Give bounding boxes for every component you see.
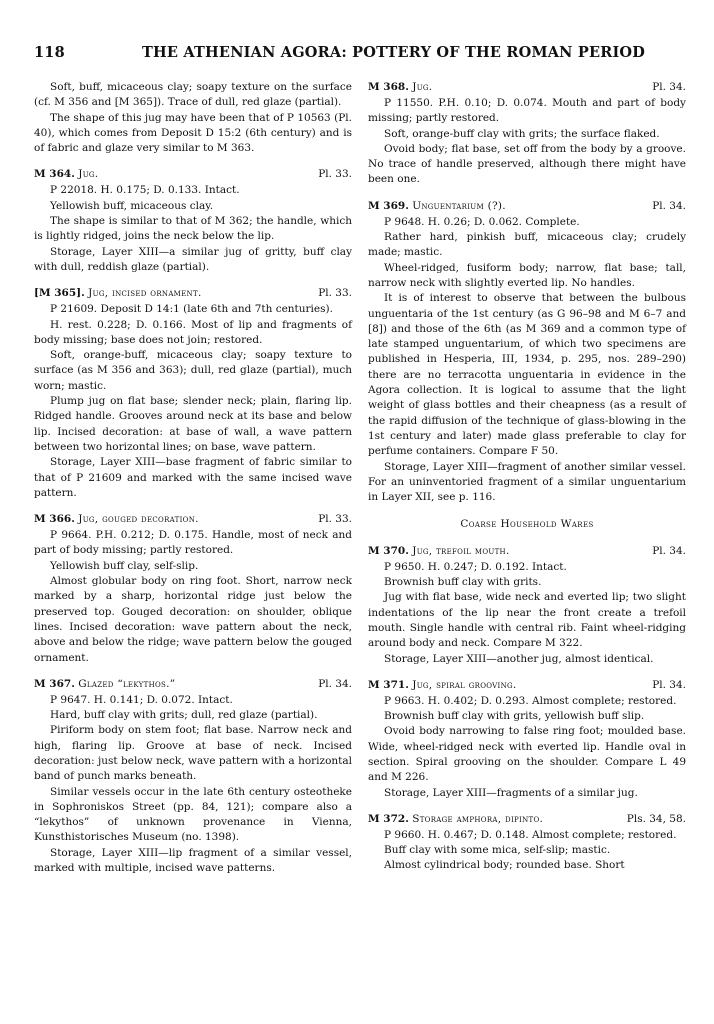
entry-type: Jug, gouged decoration. bbox=[78, 513, 199, 526]
entry-heading bbox=[368, 544, 686, 560]
entry-id: M 370. bbox=[368, 544, 409, 557]
paragraph: Jug with flat base, wide neck and everted lip; two slight indentations of the lip near the front create a trefoil mouth. Single handle with central rib. Faint wheel-ridging around body and neck. Compare M 322. bbox=[368, 591, 686, 650]
paragraph: Ovoid body narrowing to false ring foot; moulded base. Wide, wheel-ridged neck with everted lip. Handle oval in section. Spiral grooving on the shoulder. Compare L 49 and M 226. bbox=[368, 725, 686, 784]
catalogue-entry bbox=[34, 286, 352, 501]
paragraph: P 9664. P.H. 0.212; D. 0.175. Handle, most of neck and part of body missing; partly restored. bbox=[34, 529, 352, 557]
left-column bbox=[34, 80, 352, 876]
paragraph: Rather hard, pinkish buff, micaceous clay; crudely made; mastic. bbox=[368, 231, 686, 259]
entry-type: Storage amphora, dipinto. bbox=[412, 812, 544, 825]
entry-heading bbox=[368, 678, 686, 694]
paragraph: Ovoid body; flat base, set off from the body by a groove. No trace of handle preserved, although there might have been one. bbox=[368, 142, 686, 186]
paragraph: Storage, Layer XIII—a similar jug of gritty, buff clay with dull, reddish glaze (partial). bbox=[34, 245, 352, 273]
plate-reference: Pl. 33. bbox=[318, 287, 352, 300]
entry-type: Jug, spiral grooving. bbox=[412, 678, 517, 691]
page-header bbox=[34, 44, 674, 68]
paragraph: Buff clay with some mica, self-slip; mastic. bbox=[384, 844, 611, 857]
catalogue-entry bbox=[368, 812, 686, 874]
paragraph: H. rest. 0.228; D. 0.166. Most of lip and fragments of body missing; base does not join; restored. bbox=[34, 318, 352, 346]
entry-id: M 367. bbox=[34, 677, 75, 690]
paragraph: P 11550. P.H. 0.10; D. 0.074. Mouth and part of body missing; partly restored. bbox=[368, 97, 686, 125]
paragraph: Soft, buff, micaceous clay; soapy texture on the surface (cf. M 356 and [M 365]). Trace of dull, red glaze (partial). bbox=[34, 81, 352, 109]
plate-reference: Pl. 33. bbox=[318, 168, 352, 181]
paragraph: Soft, orange-buff clay with grits; the surface flaked. bbox=[384, 127, 660, 140]
paragraph: P 21609. Deposit D 14:1 (late 6th and 7th centuries). bbox=[50, 303, 333, 316]
plate-reference: Pl. 34. bbox=[652, 678, 686, 691]
section-title: Coarse Household Wares bbox=[460, 518, 594, 531]
paragraph: The shape is similar to that of M 362; the handle, which is lightly ridged, joins the neck below the lip. bbox=[34, 215, 352, 243]
entry-heading bbox=[34, 167, 352, 183]
entry-type: Jug. bbox=[412, 81, 433, 93]
entry-id: M 372. bbox=[368, 812, 409, 825]
paragraph: Yellowish buff clay, self-slip. bbox=[50, 559, 199, 572]
catalogue-entry bbox=[368, 80, 686, 188]
paragraph: Brownish buff clay with grits, yellowish buff slip. bbox=[384, 710, 645, 723]
catalogue-entry bbox=[34, 167, 352, 275]
paragraph: Wheel-ridged, fusiform body; narrow, flat base; tall, narrow neck with slightly everted lip. No handles. bbox=[368, 261, 686, 289]
paragraph: Storage, Layer XIII—fragments of a similar jug. bbox=[384, 786, 638, 799]
paragraph: It is of interest to observe that between the bulbous unguentaria of the 1st century (as G 96–98 and M 6–7 and [8]) and those of the 6th (as M 369 and a common type of late stamped unguentarium, of which two specimens are published in Hesperia, III, 1934, p. 295, nos. 289–290) there are no terracotta unguentaria in evidence in the Agora collection. It is logical to assume that the light weight of glass bottles and their cheapness (as a result of the rapid diffusion of the technique of glass-blowing in the 1st century and later) made glass preferable to clay for perfume containers. Compare F 50. bbox=[368, 292, 686, 458]
paragraph: P 9647. H. 0.141; D. 0.072. Intact. bbox=[50, 693, 233, 706]
entry-id: M 366. bbox=[34, 513, 75, 526]
plate-reference: Pl. 34. bbox=[652, 81, 686, 93]
entry-type: Glazed “lekythos.” bbox=[78, 677, 176, 690]
entry-id: M 371. bbox=[368, 678, 409, 691]
paragraph: Storage, Layer XIII—base fragment of fabric similar to that of P 21609 and marked with the same incised wave pattern. bbox=[34, 456, 352, 499]
plate-reference: Pl. 33. bbox=[318, 513, 352, 526]
entry-type: Unguentarium (?). bbox=[412, 199, 506, 212]
paragraph: Almost globular body on ring foot. Short, narrow neck marked by a sharp, horizontal ridge just below the preserved top. Gouged decoration: on shoulder, oblique lines. Incised decoration: wave pattern about the neck, above and below the ridge; wave pattern below the gouged ornament. bbox=[34, 575, 352, 664]
paragraph: Storage, Layer XIII—another jug, almost identical. bbox=[384, 652, 654, 665]
paragraph: P 22018. H. 0.175; D. 0.133. Intact. bbox=[50, 184, 240, 197]
page-number: 118 bbox=[34, 44, 65, 61]
plate-reference: Pls. 34, 58. bbox=[626, 812, 686, 825]
plate-reference: Pl. 34. bbox=[652, 544, 686, 557]
paragraph: P 9650. H. 0.247; D. 0.192. Intact. bbox=[384, 560, 567, 573]
paragraph: Brownish buff clay with grits. bbox=[384, 576, 542, 589]
entry-id: M 364. bbox=[34, 168, 75, 181]
plate-reference: Pl. 34. bbox=[652, 199, 686, 212]
entry-heading bbox=[368, 80, 686, 96]
catalogue-entry bbox=[368, 544, 686, 667]
paragraph: P 9648. H. 0.26; D. 0.062. Complete. bbox=[384, 215, 580, 228]
entry-heading bbox=[34, 286, 352, 302]
catalogue-entry bbox=[368, 199, 686, 506]
entry-heading bbox=[368, 812, 686, 828]
catalogue-entry bbox=[34, 512, 352, 666]
entry-heading bbox=[34, 677, 352, 693]
continuation-text bbox=[34, 80, 352, 156]
running-title: THE ATHENIAN AGORA: POTTERY OF THE ROMAN PERIOD bbox=[142, 44, 646, 61]
entry-heading bbox=[368, 199, 686, 215]
paragraph: Storage, Layer XIII—fragment of another similar vessel. For an uninventoried fragment of a similar unguentarium in Layer XII, see p. 116. bbox=[368, 460, 686, 504]
paragraph: Yellowish buff, micaceous clay. bbox=[50, 199, 214, 212]
paragraph: Soft, orange-buff, micaceous clay; soapy texture to surface (as M 356 and 363); dull, red glaze (partial), much worn; mastic. bbox=[34, 349, 352, 392]
paragraph: Plump jug on flat base; slender neck; plain, flaring lip. Ridged handle. Grooves around neck at its base and below lip. Incised decoration: at base of wall, a wave pattern between two horizontal lines; on base, wave pattern. bbox=[34, 395, 352, 453]
paragraph: Almost cylindrical body; rounded base. Short bbox=[384, 859, 625, 872]
entry-id: M 368. bbox=[368, 81, 409, 93]
paragraph: Hard, buff clay with grits; dull, red glaze (partial). bbox=[50, 709, 318, 722]
entry-type: Jug, trefoil mouth. bbox=[412, 544, 510, 557]
paragraph: P 9660. H. 0.467; D. 0.148. Almost complete; restored. bbox=[384, 828, 677, 841]
entry-id: [M 365]. bbox=[34, 287, 85, 300]
catalogue-entry bbox=[368, 678, 686, 801]
entry-heading bbox=[34, 512, 352, 528]
paragraph: The shape of this jug may have been that of P 10563 (Pl. 40), which comes from Deposit D 15:2 (6th century) and is of fabric and glaze very similar to M 363. bbox=[34, 111, 352, 155]
entry-id: M 369. bbox=[368, 199, 409, 212]
catalogue-entry bbox=[34, 677, 352, 877]
right-column bbox=[368, 80, 686, 874]
entry-type: Jug. bbox=[78, 168, 99, 181]
plate-reference: Pl. 34. bbox=[318, 677, 352, 690]
paragraph: Similar vessels occur in the late 6th century osteotheke in Sophroniskos Street (pp. 84, 121); compare also a “lekythos” of unknown provenance in Vienna, Kunsthistorisches Museum (no. 1398). bbox=[34, 785, 352, 844]
paragraph: Piriform body on stem foot; flat base. Narrow neck and high, flaring lip. Groove at base of neck. Incised decoration: just below neck, wave pattern with a horizontal band of punch marks beneath. bbox=[34, 724, 352, 783]
paragraph: P 9663. H. 0.402; D. 0.293. Almost complete; restored. bbox=[384, 694, 677, 707]
entry-type: Jug, incised ornament. bbox=[88, 287, 202, 300]
paragraph: Storage, Layer XIII—lip fragment of a similar vessel, marked with multiple, incised wave patterns. bbox=[34, 846, 352, 875]
